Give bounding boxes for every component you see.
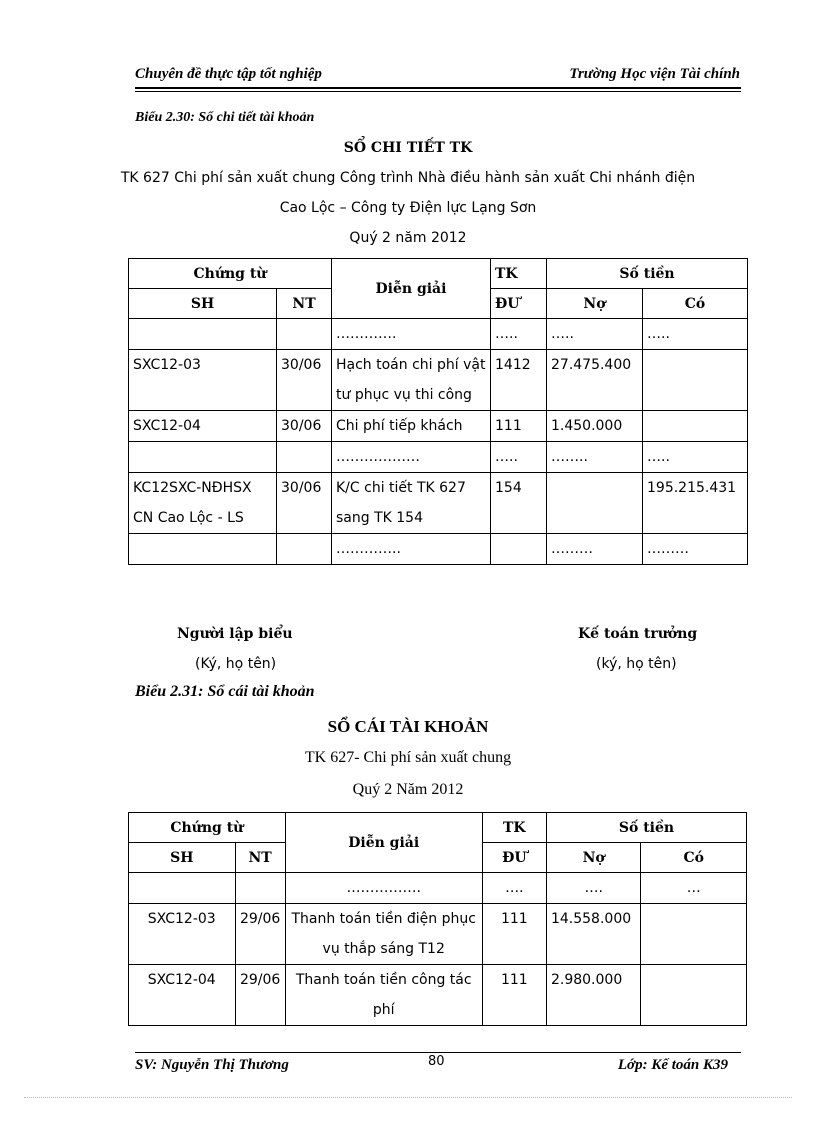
cell-diengiai: …………. — [332, 319, 491, 350]
sign-right: Kế toán trưởng — [578, 626, 698, 642]
footer-right: Lớp: Kế toán K39 — [617, 1057, 728, 1073]
cell-sh — [129, 534, 277, 565]
cell-tk: 111 — [491, 411, 547, 442]
table-row — [129, 350, 748, 411]
general-ledger-table — [128, 812, 747, 1026]
cell-no — [547, 473, 643, 534]
footer-rule — [135, 1052, 741, 1053]
th-du: ĐƯ — [482, 843, 546, 873]
cell-co: ….. — [643, 319, 748, 350]
cell-nt: 30/06 — [277, 350, 332, 411]
table-row — [129, 442, 748, 473]
cell-tk: …. — [482, 873, 546, 904]
section2-caption: Biểu 2.31: Sổ cái tài khoản — [135, 683, 315, 700]
cell-tk: 154 — [491, 473, 547, 534]
th-tk: TK — [491, 259, 547, 289]
cell-no: …. — [546, 873, 640, 904]
cell-co — [641, 965, 747, 1026]
header-rule-thin — [135, 91, 741, 92]
cell-tk: 111 — [482, 904, 546, 965]
cell-nt — [277, 442, 332, 473]
cell-sh: KC12SXC-NĐHSX CN Cao Lộc - LS — [129, 473, 277, 534]
table-row — [129, 873, 747, 904]
section2-title: SỔ CÁI TÀI KHOẢN — [327, 717, 489, 736]
cell-no: 1.450.000 — [547, 411, 643, 442]
cell-diengiai: Thanh toán tiền công tác phí — [285, 965, 482, 1026]
cell-diengiai: ……………. — [285, 873, 482, 904]
th-du: ĐƯ — [491, 289, 547, 319]
cell-tk — [491, 534, 547, 565]
sign-left-sub: (Ký, họ tên) — [195, 656, 277, 672]
table-row — [129, 473, 748, 534]
th-co: Có — [643, 289, 748, 319]
th-sotien: Số tiền — [547, 259, 748, 289]
cell-no: 14.558.000 — [546, 904, 640, 965]
section1-subtitle-1: TK 627 Chi phí sản xuất chung Công trình Nhà điều hành sản xuất Chi nhánh điện — [120, 170, 696, 186]
cell-diengiai: Hạch toán chi phí vật tư phục vụ thi công — [332, 350, 491, 411]
sign-right-sub: (ký, họ tên) — [596, 656, 677, 672]
th-diengiai: Diễn giải — [285, 813, 482, 873]
section1-title: SỔ CHI TIẾT TK — [343, 140, 473, 156]
cell-tk: 1412 — [491, 350, 547, 411]
table-row — [129, 411, 748, 442]
cell-diengiai: ………….. — [332, 534, 491, 565]
cell-nt: 29/06 — [235, 965, 285, 1026]
header-rule — [135, 87, 741, 89]
cell-sh — [129, 442, 277, 473]
cell-co — [643, 350, 748, 411]
th-sh: SH — [129, 289, 277, 319]
footer-left: SV: Nguyễn Thị Thương — [135, 1057, 289, 1073]
section2-period: Quý 2 Năm 2012 — [352, 781, 464, 798]
cell-co — [641, 904, 747, 965]
cell-sh: SXC12-04 — [129, 411, 277, 442]
section1-caption: Biểu 2.30: Sổ chi tiết tài khoản — [135, 110, 315, 125]
cell-sh: SXC12-03 — [129, 904, 236, 965]
cell-tk: ….. — [491, 442, 547, 473]
th-chungtu: Chứng từ — [129, 813, 286, 843]
page-edge — [24, 1097, 792, 1098]
th-tk: TK — [482, 813, 546, 843]
cell-diengiai: Chi phí tiếp khách — [332, 411, 491, 442]
cell-no: 2.980.000 — [546, 965, 640, 1026]
th-diengiai: Diễn giải — [332, 259, 491, 319]
th-co: Có — [641, 843, 747, 873]
table-row — [129, 534, 748, 565]
th-no: Nợ — [546, 843, 640, 873]
cell-diengiai: ……………… — [332, 442, 491, 473]
cell-nt — [277, 534, 332, 565]
page-number: 80 — [428, 1054, 445, 1069]
th-sotien: Số tiền — [546, 813, 746, 843]
cell-nt: 30/06 — [277, 411, 332, 442]
cell-nt: 29/06 — [235, 904, 285, 965]
th-nt: NT — [235, 843, 285, 873]
cell-nt — [277, 319, 332, 350]
th-chungtu: Chứng từ — [129, 259, 332, 289]
table-row — [129, 965, 747, 1026]
cell-co: ….. — [643, 442, 748, 473]
cell-sh — [129, 873, 236, 904]
cell-nt — [235, 873, 285, 904]
cell-co: 195.215.431 — [643, 473, 748, 534]
cell-co: ……… — [643, 534, 748, 565]
cell-sh — [129, 319, 277, 350]
cell-co — [643, 411, 748, 442]
th-sh: SH — [129, 843, 236, 873]
table-row — [129, 319, 748, 350]
cell-nt: 30/06 — [277, 473, 332, 534]
section1-subtitle-2: Cao Lộc – Công ty Điện lực Lạng Sơn — [279, 200, 537, 216]
cell-no: ……… — [547, 534, 643, 565]
sign-left: Người lập biểu — [177, 626, 293, 642]
table-row — [129, 904, 747, 965]
th-nt: NT — [277, 289, 332, 319]
cell-no: 27.475.400 — [547, 350, 643, 411]
cell-tk: 111 — [482, 965, 546, 1026]
th-no: Nợ — [547, 289, 643, 319]
section2-subtitle: TK 627- Chi phí sản xuất chung — [304, 749, 512, 766]
cell-diengiai: K/C chi tiết TK 627 sang TK 154 — [332, 473, 491, 534]
cell-sh: SXC12-03 — [129, 350, 277, 411]
detail-ledger-table — [128, 258, 748, 565]
cell-no: ….. — [547, 319, 643, 350]
header-left: Chuyên đề thực tập tốt nghiệp — [135, 66, 322, 82]
header-right: Trường Học viện Tài chính — [569, 66, 740, 82]
cell-co: … — [641, 873, 747, 904]
section1-period: Quý 2 năm 2012 — [349, 230, 467, 246]
cell-diengiai: Thanh toán tiền điện phục vụ thắp sáng T12 — [285, 904, 482, 965]
cell-tk: ….. — [491, 319, 547, 350]
cell-no: …….. — [547, 442, 643, 473]
cell-sh: SXC12-04 — [129, 965, 236, 1026]
